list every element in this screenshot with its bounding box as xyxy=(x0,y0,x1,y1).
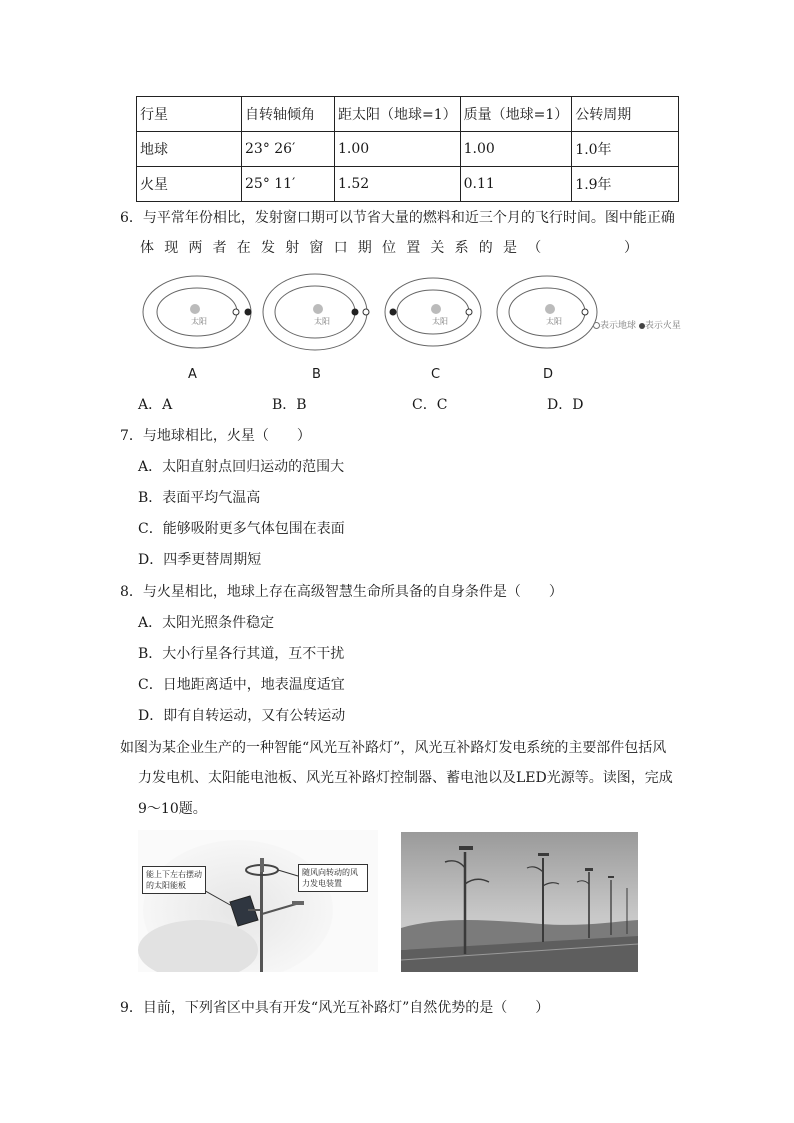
mars-icon xyxy=(352,309,359,316)
table-header-cell: 距太阳（地球=1） xyxy=(335,97,461,132)
sun-icon xyxy=(190,304,200,314)
table-cell: 0.11 xyxy=(460,167,572,202)
question-6-option-b: B．B xyxy=(272,397,307,413)
orbit-option-d xyxy=(497,276,597,348)
earth-icon xyxy=(582,309,588,315)
orbit-diagrams xyxy=(140,270,610,390)
earth-icon xyxy=(466,309,472,315)
table-cell: 1.00 xyxy=(460,132,572,167)
intro-line2: 力发电机、太阳能电池板、风光互补路灯控制器、蓄电池以及LED光源等。读图，完成 xyxy=(138,770,673,786)
orbit-position-figure xyxy=(140,270,610,390)
table-row xyxy=(137,167,679,202)
question-6-stem-line1: 6．与平常年份相比，发射窗口期可以节省大量的燃料和近三个月的飞行时间。图中能正确 xyxy=(120,210,675,226)
figure-legend xyxy=(593,318,681,331)
question-6-option-c: C．C xyxy=(412,397,448,413)
earth-icon xyxy=(233,309,239,315)
table-header-cell: 质量（地球=1） xyxy=(460,97,572,132)
orbit-option-c xyxy=(385,278,481,346)
wind-turbine-callout: 随风向转动的风力发电装置 xyxy=(298,864,368,892)
question-6-option-a: A．A xyxy=(138,397,173,413)
table-header-row xyxy=(137,97,679,132)
orbit-option-b xyxy=(263,274,369,350)
street-lamps-road-photo xyxy=(401,832,638,972)
earth-icon xyxy=(363,309,369,315)
intro-line3: 9～10题。 xyxy=(138,801,207,817)
table-cell: 火星 xyxy=(137,167,242,202)
question-6-option-d: D．D xyxy=(547,397,584,413)
planet-data-table xyxy=(136,96,679,202)
table-cell: 1.9年 xyxy=(572,167,679,202)
question-8-option-c: C．日地距离适中，地表温度适宜 xyxy=(138,677,345,693)
question-8-option-a: A．太阳光照条件稳定 xyxy=(138,615,275,631)
figure-label-d: D xyxy=(543,367,554,382)
legend-mars: 表示火星 xyxy=(644,321,681,331)
question-7-option-d: D．四季更替周期短 xyxy=(138,552,262,568)
question-8-option-d: D．即有自转运动，又有公转运动 xyxy=(138,708,346,724)
table-cell: 地球 xyxy=(137,132,242,167)
question-6-stem-line2: 体现两者在发射窗口期位置关系的是（ ） xyxy=(140,240,649,256)
solar-panel-callout: 能上下左右摆动的太阳能板 xyxy=(142,866,206,894)
question-8-stem: 8．与火星相比，地球上存在高级智慧生命所具备的自身条件是（ ） xyxy=(120,584,563,600)
intro-line1: 如图为某企业生产的一种智能“风光互补路灯”，风光互补路灯发电系统的主要部件包括风 xyxy=(120,740,667,756)
figure-label-b: B xyxy=(312,367,321,382)
orbit-option-a xyxy=(143,276,252,348)
question-9-stem: 9．目前，下列省区中具有开发“风光互补路灯”自然优势的是（ ） xyxy=(120,1000,550,1016)
sun-label: 太阳 xyxy=(432,317,448,326)
table-header-cell: 公转周期 xyxy=(572,97,679,132)
legend-earth: 表示地球 xyxy=(600,321,637,331)
lamp-illustration xyxy=(138,830,378,972)
question-8-option-b: B．大小行星各行其道，互不干扰 xyxy=(138,646,345,662)
question-7-stem: 7．与地球相比，火星（ ） xyxy=(120,428,311,444)
sun-icon xyxy=(545,304,555,314)
earth-legend-icon xyxy=(593,322,600,329)
wind-solar-lamp-photo xyxy=(138,830,378,972)
sun-label: 太阳 xyxy=(314,317,330,326)
mars-icon xyxy=(245,309,252,316)
sun-label: 太阳 xyxy=(546,317,562,326)
sun-icon xyxy=(431,304,441,314)
table-cell: 1.00 xyxy=(335,132,461,167)
sun-label: 太阳 xyxy=(191,317,207,326)
question-7-option-b: B．表面平均气温高 xyxy=(138,490,261,506)
table-cell: 1.52 xyxy=(335,167,461,202)
table-cell: 25° 11′ xyxy=(242,167,335,202)
question-7-option-c: C．能够吸附更多气体包围在表面 xyxy=(138,521,345,537)
table-cell: 1.0年 xyxy=(572,132,679,167)
question-7-option-a: A．太阳直射点回归运动的范围大 xyxy=(138,459,345,475)
mars-icon xyxy=(390,309,397,316)
figure-label-a: A xyxy=(188,367,197,382)
table-cell: 23° 26′ xyxy=(242,132,335,167)
table-row xyxy=(137,132,679,167)
figure-label-c: C xyxy=(431,367,441,382)
sun-icon xyxy=(313,304,323,314)
table-header-cell: 自转轴倾角 xyxy=(242,97,335,132)
table-header-cell: 行星 xyxy=(137,97,242,132)
road-lamps-illustration xyxy=(401,832,638,972)
